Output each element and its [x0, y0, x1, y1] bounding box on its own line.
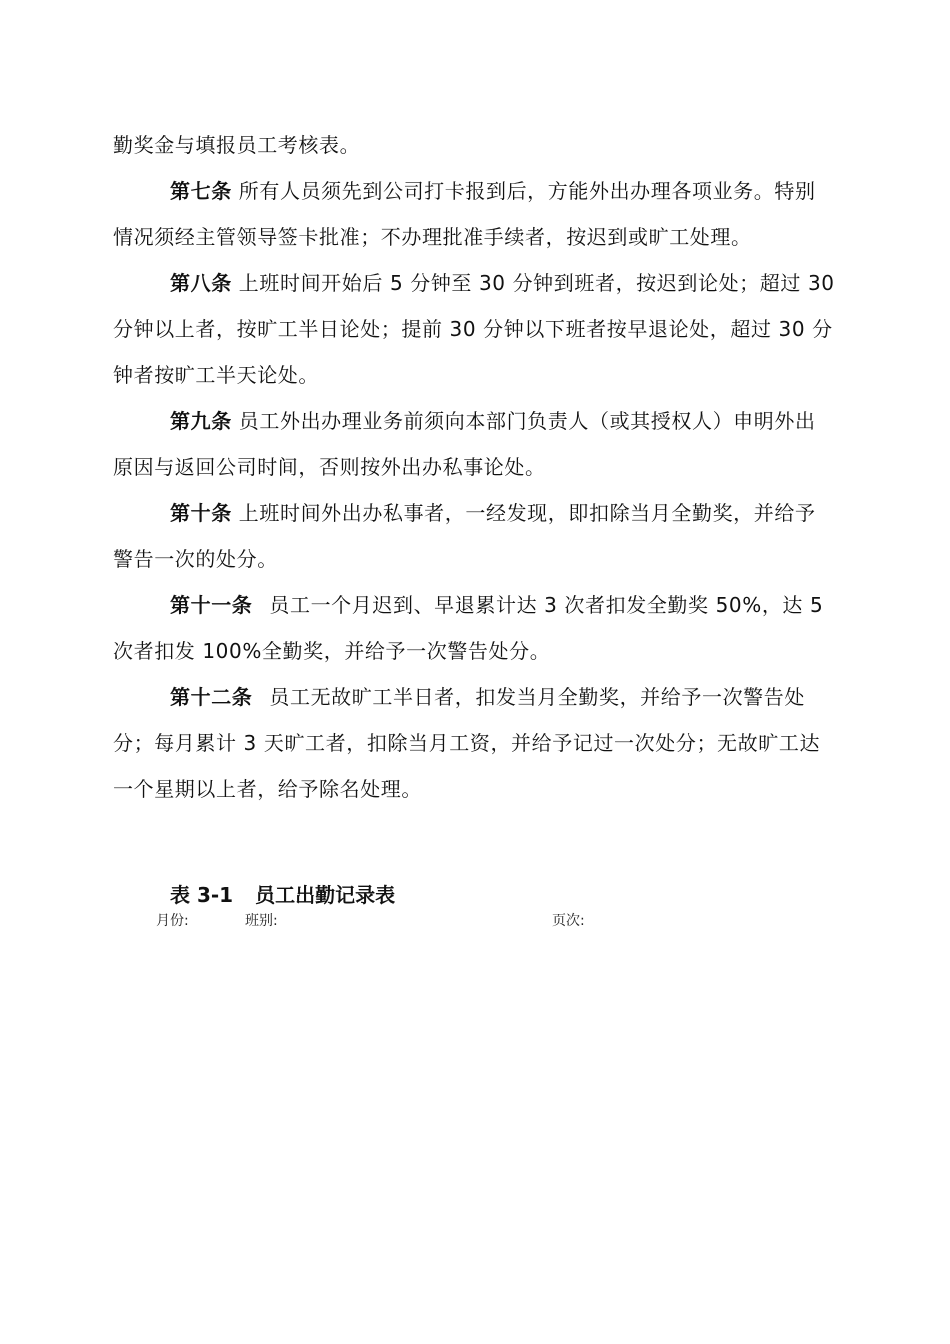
article-8 [113, 260, 835, 398]
page-number-label: 页次: [552, 913, 585, 929]
regulation-body [113, 122, 835, 812]
article-text: 上班时间外出办私事者，一经发现，即扣除当月全勤奖，并给予警告一次的处分。 [113, 501, 816, 571]
article-text: 上班时间开始后 5 分钟至 30 分钟到班者，按迟到论处；超过 30 分钟以上者，按旷工半日论处；提前 30 分钟以下班者按早退论处，超过 30 分钟者按旷工半天论处。 [113, 271, 835, 387]
article-number: 第十一条 [170, 593, 253, 617]
article-text: 员工一个月迟到、早退累计达 3 次者扣发全勤奖 50%，达 5 次者扣发 100%全勤奖，并给予一次警告处分。 [113, 593, 824, 663]
intro-paragraph-tail: 勤奖金与填报员工考核表。 [113, 133, 361, 157]
month-label: 月份: [156, 913, 189, 929]
article-text: 所有人员须先到公司打卡报到后，方能外出办理各项业务。特别情况须经主管领导签卡批准；不办理批准手续者，按迟到或旷工处理。 [113, 179, 816, 249]
article-number: 第十条 [170, 501, 232, 525]
table-caption [170, 880, 395, 910]
article-12 [113, 674, 835, 812]
article-9 [113, 398, 835, 490]
article-number: 第十二条 [170, 685, 253, 709]
article-number: 第八条 [170, 271, 232, 295]
shift-label: 班别: [245, 913, 278, 929]
article-11 [113, 582, 835, 674]
table-title: 员工出勤记录表 [255, 883, 396, 907]
article-text: 员工无故旷工半日者，扣发当月全勤奖，并给予一次警告处分；每月累计 3 天旷工者，扣除当月工资，并给予记过一次处分；无故旷工达一个星期以上者，给予除名处理。 [113, 685, 821, 801]
article-10 [113, 490, 835, 582]
table-number: 表 3-1 [170, 883, 234, 907]
article-number: 第七条 [170, 179, 232, 203]
article-text: 员工外出办理业务前须向本部门负责人（或其授权人）申明外出原因与返回公司时间，否则按外出办私事论处。 [113, 409, 816, 479]
article-number: 第九条 [170, 409, 232, 433]
article-7 [113, 168, 835, 260]
